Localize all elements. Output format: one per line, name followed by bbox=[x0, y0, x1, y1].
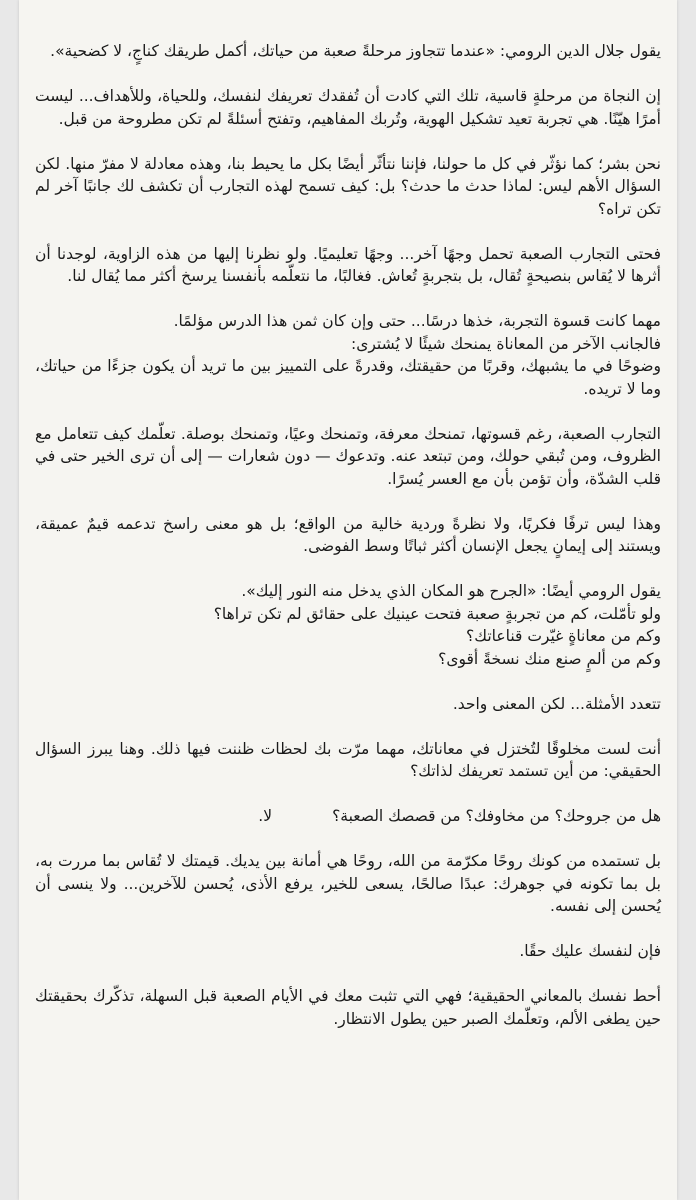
paragraph-11 bbox=[35, 805, 661, 828]
paragraph-14 bbox=[35, 985, 661, 1030]
paragraph-text: فحتى التجارب الصعبة تحمل وجهًا آخر... وجهًا تعليميًا. ولو نظرنا إليها من هذه الزاوية، لوجدنا أن أثرها لا يُقاس بنصيحةٍ تُقال، بل بتجربةٍ تُعاش. فغالبًا، ما نتعلّمه بأنفسنا يرسخ أكثر مما يُقال لنا. bbox=[35, 244, 661, 285]
paragraph-text: أنت لست مخلوقًا لتُختزل في معاناتك، مهما مرّت بك لحظات ظننت فيها ذلك. وهنا يبرز السؤال الحقيقي: من أين تستمد تعريفك لذاتك؟ bbox=[35, 739, 661, 780]
paragraph-text: بل تستمده من كونك روحًا مكرّمة من الله، روحًا هي أمانة بين يديك. قيمتك لا تُقاس بما مررت به، بل بما تكونه في جوهرك: عبدًا صالحًا، يسعى للخير، يرفع الأذى، يُحسن للآخرين... ولا ينسى أن يُحسن إلى نفسه. bbox=[35, 852, 661, 915]
paragraph-line: وكم من ألمٍ صنع منك نسخةً أقوى؟ bbox=[438, 649, 661, 668]
paragraph-4 bbox=[35, 243, 661, 288]
paragraph-text: التجارب الصعبة، رغم قسوتها، تمنحك معرفة، وتمنحك وعيًا، وتمنحك بوصلة. تعلّمك كيف تتعامل مع الظروف، ومن تُبقي حولك، ومن تبتعد عنه. وتدعوك — دون شعارات — إلى أن ترى الخير حتى في قلب الشدّة، وأن تؤمن بأن مع العسر يُسرًا. bbox=[35, 424, 661, 488]
paragraph-12 bbox=[35, 850, 661, 918]
paragraph-line: ولو تأمّلت، كم من تجربةٍ صعبة فتحت عينيك على حقائق لم تكن تراها؟ bbox=[213, 604, 661, 623]
paragraph-text: تتعدد الأمثلة... لكن المعنى واحد. bbox=[452, 694, 661, 713]
paragraph-2 bbox=[35, 85, 661, 130]
paragraph-5 bbox=[35, 310, 661, 400]
paragraph-line: وضوحًا في ما يشبهك، وقربًا من حقيقتك، وقدرةً على التمييز بين ما تريد أن يكون جزءًا من حياتك، وما لا تريده. bbox=[35, 357, 661, 398]
paragraph-line: يقول الرومي أيضًا: «الجرح هو المكان الذي يدخل منه النور إليك». bbox=[241, 582, 661, 600]
paragraph-text: نحن بشر؛ كما نؤثّر في كل ما حولنا، فإننا نتأثّر أيضًا بكل ما يحيط بنا، وهذه معادلة لا مفرّ منها. لكن السؤال الأهم ليس: لماذا حدث ما حدث؟ بل: كيف تسمح لهذه التجارب أن تكشف لك جانبًا آخر لم تكن تراه؟ bbox=[35, 154, 661, 218]
article-body bbox=[19, 0, 677, 1030]
paragraph-line: وكم من معاناةٍ غيّرت قناعاتك؟ bbox=[466, 627, 661, 645]
paragraph-text: يقول جلال الدين الرومي: «عندما تتجاوز مرحلةً صعبة من حياتك، أكمل طريقك كناجٍ، لا كضحية». bbox=[50, 42, 661, 60]
paragraph-text: أحط نفسك بالمعاني الحقيقية؛ فهي التي تثبت معك في الأيام الصعبة قبل السهلة، تذكّرك بحقيقتك حين يطغى الألم، وتعلّمك الصبر حين يطول الانتظار. bbox=[35, 987, 661, 1028]
paragraph-line bbox=[35, 805, 661, 828]
paragraph-line: فالجانب الآخر من المعاناة يمنحك شيئًا لا يُشترى: bbox=[351, 334, 661, 353]
paragraph-13 bbox=[35, 940, 661, 963]
paragraph-10 bbox=[35, 738, 661, 783]
question-text: هل من جروحك؟ من مخاوفك؟ من قصصك الصعبة؟ bbox=[332, 807, 661, 825]
paragraph-line: مهما كانت قسوة التجربة، خذها درسًا... حتى وإن كان ثمن هذا الدرس مؤلمًا. bbox=[173, 312, 661, 330]
document-page bbox=[19, 0, 677, 1200]
paragraph-7 bbox=[35, 513, 661, 558]
paragraph-text: فإن لنفسك عليك حقًا. bbox=[519, 942, 661, 960]
paragraph-9 bbox=[35, 693, 661, 716]
paragraph-6 bbox=[35, 423, 661, 491]
paragraph-8 bbox=[35, 580, 661, 670]
paragraph-text: إن النجاة من مرحلةٍ قاسية، تلك التي كادت أن تُفقدك تعريفك لنفسك، وللحياة، وللأهداف... ليست أمرًا هيّنًا. هي تجربة تعيد تشكيل الهوية، وتُربك المفاهيم، وتفتح أسئلةً لم تكن مطروحة من قبل. bbox=[35, 87, 661, 128]
paragraph-1 bbox=[35, 40, 661, 63]
paragraph-3 bbox=[35, 153, 661, 221]
answer-text: لا. bbox=[258, 807, 273, 825]
paragraph-text: وهذا ليس ترفًا فكريًا، ولا نظرةً وردية خالية من الواقع؛ بل هو معنى راسخ تدعمه قيمٌ عميقة، ويستند إلى إيمانٍ يجعل الإنسان أكثر ثباتًا وسط الفوضى. bbox=[35, 514, 661, 555]
